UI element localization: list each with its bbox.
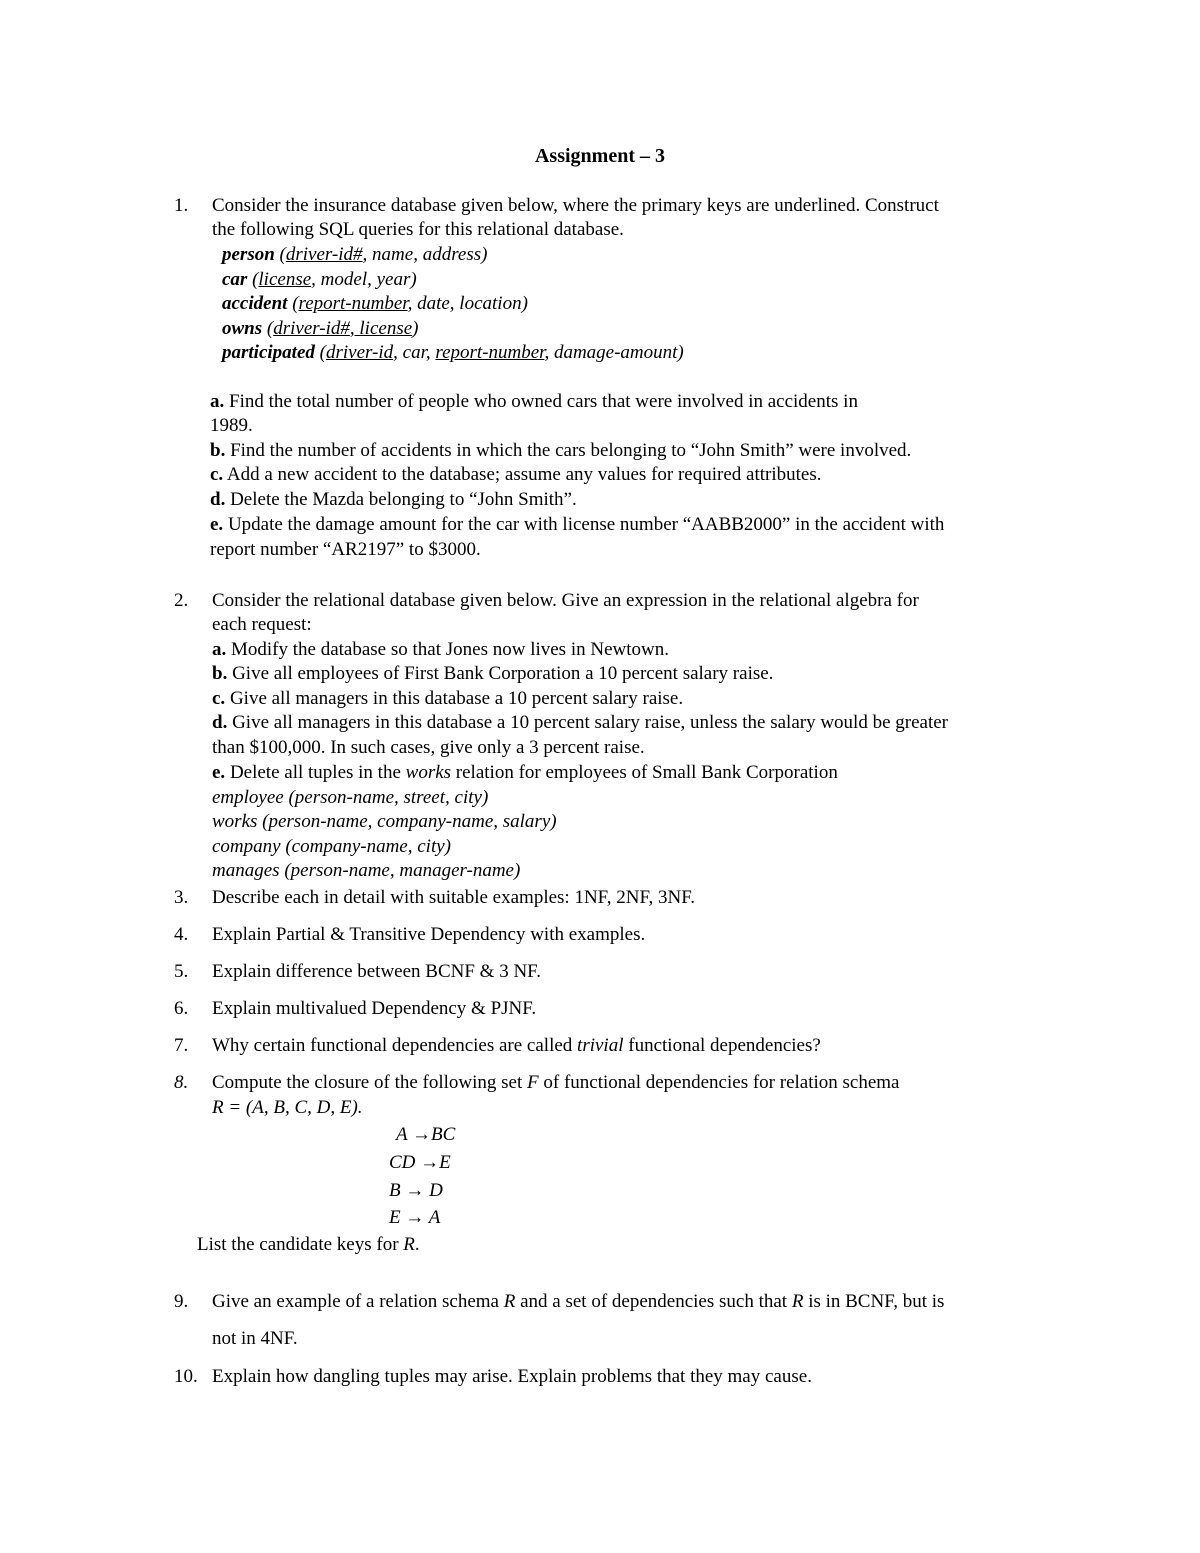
schema-line: person (driver-id#, name, address) — [222, 244, 488, 265]
sub-question-a: a. Find the total number of people who owned cars that were involved in accidents in — [210, 391, 858, 412]
question-number: 6. — [174, 998, 189, 1019]
schema-line: works (person-name, company-name, salary) — [212, 811, 557, 832]
sub-question-d-cont: than $100,000. In such cases, give only a 3 percent raise. — [212, 737, 645, 758]
question-text: the following SQL queries for this relational database. — [212, 219, 624, 240]
relation-name: company — [212, 836, 281, 857]
sub-question-a: a. Modify the database so that Jones now lives in Newtown. — [212, 639, 669, 660]
question-number: 5. — [174, 961, 189, 982]
question-number: 10. — [174, 1366, 198, 1387]
sub-question-d: d. Delete the Mazda belonging to “John Smith”. — [210, 489, 577, 510]
sub-question-a-cont: 1989. — [210, 415, 253, 436]
candidate-keys-prompt: List the candidate keys for R. — [197, 1234, 420, 1255]
schema-line: participated (driver-id, car, report-number, damage-amount) — [222, 342, 684, 363]
relation-name: owns — [222, 318, 263, 339]
functional-dependency: E → A — [389, 1207, 441, 1228]
sub-question-b: b. Give all employees of First Bank Corporation a 10 percent salary raise. — [212, 663, 774, 684]
page-title: Assignment – 3 — [534, 145, 665, 167]
relation-name: works — [212, 811, 258, 832]
primary-key: driver-id — [325, 342, 394, 363]
sub-question-e: e. Delete all tuples in the works relation for employees of Small Bank Corporation — [212, 762, 838, 783]
schema-line: car (license, model, year) — [222, 269, 417, 290]
relation-name: car — [222, 269, 248, 290]
question-text: each request: — [212, 614, 312, 635]
question-number: 8. — [174, 1072, 189, 1093]
question-text: not in 4NF. — [212, 1328, 298, 1349]
question-text: Explain how dangling tuples may arise. Explain problems that they may cause. — [212, 1366, 812, 1387]
relation-name: employee — [212, 787, 284, 808]
sub-question-e: e. Update the damage amount for the car with license number “AABB2000” in the accident with — [210, 514, 945, 535]
primary-key: license — [359, 318, 413, 339]
relation-name: participated — [222, 342, 315, 363]
functional-dependency: B → D — [389, 1180, 443, 1201]
question-number: 1. — [174, 195, 189, 216]
question-text: Give an example of a relation schema R and a set of dependencies such that R is in BCNF, but is — [212, 1291, 945, 1312]
schema-line: accident (report-number, date, location) — [222, 293, 528, 314]
sub-question-b: b. Find the number of accidents in which the cars belonging to “John Smith” were involved. — [210, 440, 912, 461]
primary-key: license — [258, 269, 312, 290]
question-text: Consider the relational database given below. Give an expression in the relational algebra for — [212, 590, 919, 611]
functional-dependency: A →BC — [396, 1124, 456, 1145]
question-number: 2. — [174, 590, 189, 611]
primary-key: report-number — [435, 342, 545, 363]
schema-line: manages (person-name, manager-name) — [212, 860, 521, 881]
question-text: Consider the insurance database given below, where the primary keys are underlined. Construct — [212, 195, 939, 216]
sub-question-c: c. Give all managers in this database a 10 percent salary raise. — [212, 688, 684, 709]
primary-key: driver-id# — [273, 318, 350, 339]
question-number: 7. — [174, 1035, 189, 1056]
question-text: Why certain functional dependencies are called trivial functional dependencies? — [212, 1035, 821, 1056]
question-number: 9. — [174, 1291, 189, 1312]
question-text: Describe each in detail with suitable examples: 1NF, 2NF, 3NF. — [212, 887, 696, 908]
schema-line: owns (driver-id#, license) — [222, 318, 419, 339]
schema-line: employee (person-name, street, city) — [212, 787, 489, 808]
question-text: Explain multivalued Dependency & PJNF. — [212, 998, 537, 1019]
primary-key: report-number — [298, 293, 408, 314]
relation-name: accident — [222, 293, 288, 314]
question-number: 4. — [174, 924, 189, 945]
question-text: Compute the closure of the following set F of functional dependencies for relation schema — [212, 1072, 900, 1093]
sub-question-e-cont: report number “AR2197” to $3000. — [210, 539, 481, 560]
relation-schema: R = (A, B, C, D, E). — [212, 1097, 363, 1118]
sub-question-c: c. Add a new accident to the database; assume any values for required attributes. — [210, 464, 822, 485]
primary-key: driver-id# — [285, 244, 363, 265]
question-text: Explain Partial & Transitive Dependency with examples. — [212, 924, 646, 945]
functional-dependency: CD →E — [389, 1152, 451, 1173]
relation-name: person — [222, 244, 275, 265]
schema-line: company (company-name, city) — [212, 836, 451, 857]
question-number: 3. — [174, 887, 189, 908]
sub-question-d: d. Give all managers in this database a 10 percent salary raise, unless the salary would be greater — [212, 712, 949, 733]
relation-name: manages — [212, 860, 280, 881]
question-text: Explain difference between BCNF & 3 NF. — [212, 961, 541, 982]
